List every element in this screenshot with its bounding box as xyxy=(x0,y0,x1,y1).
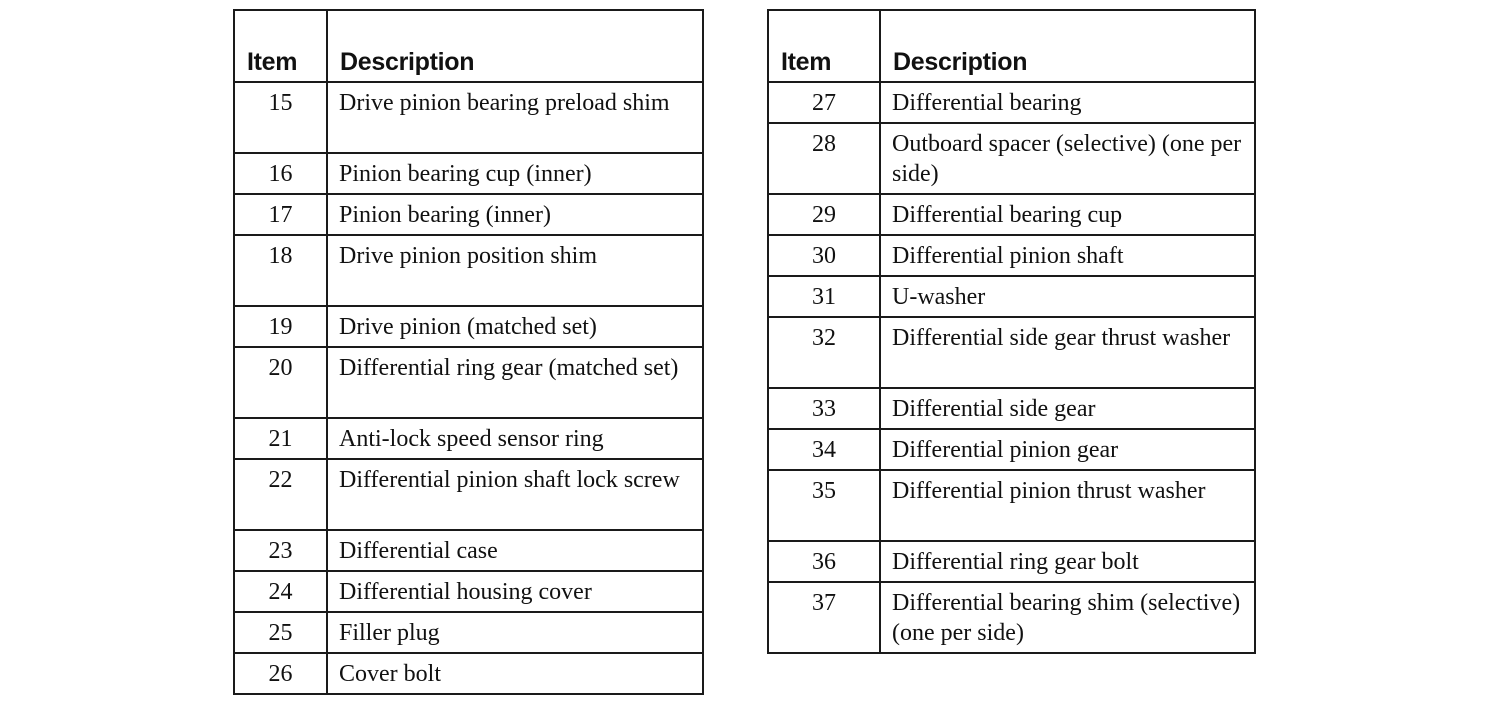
item-number: 24 xyxy=(234,571,327,612)
item-number: 29 xyxy=(768,194,880,235)
table-row xyxy=(768,541,1255,582)
item-description: Drive pinion (matched set) xyxy=(327,306,703,347)
item-number: 21 xyxy=(234,418,327,459)
item-number: 23 xyxy=(234,530,327,571)
table-row xyxy=(768,82,1255,123)
item-description: Cover bolt xyxy=(327,653,703,694)
item-description: Pinion bearing (inner) xyxy=(327,194,703,235)
description-column-header: Description xyxy=(880,10,1255,82)
item-description: Pinion bearing cup (inner) xyxy=(327,153,703,194)
table-row xyxy=(768,123,1255,194)
item-number: 20 xyxy=(234,347,327,418)
item-description: Differential pinion shaft lock screw xyxy=(327,459,703,530)
table-row xyxy=(234,235,703,306)
item-number: 25 xyxy=(234,612,327,653)
item-number: 18 xyxy=(234,235,327,306)
item-description: Drive pinion position shim xyxy=(327,235,703,306)
table-row xyxy=(234,306,703,347)
item-description: U-washer xyxy=(880,276,1255,317)
item-column-header: Item xyxy=(768,10,880,82)
item-description: Differential ring gear (matched set) xyxy=(327,347,703,418)
table-row xyxy=(768,317,1255,388)
item-number: 36 xyxy=(768,541,880,582)
item-description: Differential side gear thrust washer xyxy=(880,317,1255,388)
item-description: Differential bearing cup xyxy=(880,194,1255,235)
table-row xyxy=(234,82,703,153)
item-description: Differential pinion gear xyxy=(880,429,1255,470)
item-description: Outboard spacer (selective) (one per side) xyxy=(880,123,1255,194)
table-row xyxy=(234,418,703,459)
table-row xyxy=(768,388,1255,429)
item-description: Differential housing cover xyxy=(327,571,703,612)
item-number: 31 xyxy=(768,276,880,317)
table-row xyxy=(768,276,1255,317)
item-description: Filler plug xyxy=(327,612,703,653)
table-row xyxy=(234,153,703,194)
table-row xyxy=(768,235,1255,276)
table-row xyxy=(234,612,703,653)
item-description: Anti-lock speed sensor ring xyxy=(327,418,703,459)
item-number: 22 xyxy=(234,459,327,530)
description-column-header: Description xyxy=(327,10,703,82)
item-number: 17 xyxy=(234,194,327,235)
item-description: Differential side gear xyxy=(880,388,1255,429)
table-row xyxy=(768,582,1255,653)
table-row xyxy=(768,470,1255,541)
parts-table-left xyxy=(233,9,704,695)
item-number: 30 xyxy=(768,235,880,276)
table-row xyxy=(234,459,703,530)
item-description: Differential bearing shim (selective) (one per side) xyxy=(880,582,1255,653)
item-column-header: Item xyxy=(234,10,327,82)
item-description: Differential pinion thrust washer xyxy=(880,470,1255,541)
table-row xyxy=(234,571,703,612)
item-number: 26 xyxy=(234,653,327,694)
item-description: Differential pinion shaft xyxy=(880,235,1255,276)
table-row xyxy=(234,194,703,235)
table-row xyxy=(234,347,703,418)
table-row xyxy=(234,653,703,694)
item-number: 34 xyxy=(768,429,880,470)
item-description: Differential ring gear bolt xyxy=(880,541,1255,582)
item-description: Differential bearing xyxy=(880,82,1255,123)
table-row xyxy=(768,194,1255,235)
item-number: 19 xyxy=(234,306,327,347)
table-row xyxy=(768,429,1255,470)
table-row xyxy=(234,530,703,571)
item-number: 37 xyxy=(768,582,880,653)
item-number: 16 xyxy=(234,153,327,194)
item-number: 32 xyxy=(768,317,880,388)
item-description: Differential case xyxy=(327,530,703,571)
item-number: 27 xyxy=(768,82,880,123)
item-number: 33 xyxy=(768,388,880,429)
item-number: 15 xyxy=(234,82,327,153)
item-number: 35 xyxy=(768,470,880,541)
item-description: Drive pinion bearing preload shim xyxy=(327,82,703,153)
parts-table-right xyxy=(767,9,1256,654)
item-number: 28 xyxy=(768,123,880,194)
